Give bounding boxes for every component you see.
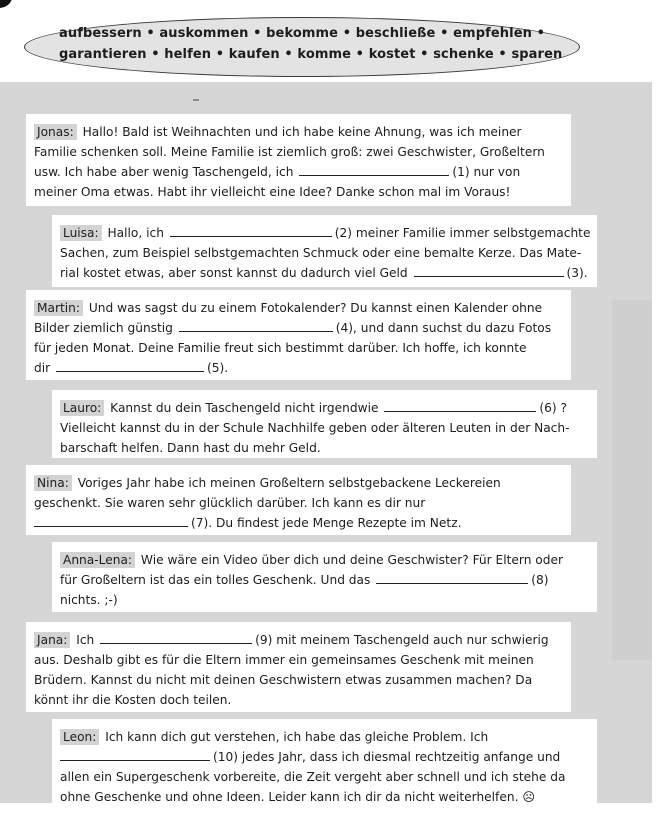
post-text: Familie schenken soll. Meine Familie ist ziemlich groß: zwei Geschwister, Großeltern [34,145,545,159]
post-text: (3). [566,266,588,280]
word-bank-line-1: aufbessern • auskommen • bekomme • beschließe • empfehlen • [59,26,545,41]
post-text: aus. Deshalb gibt es für die Eltern immer ein gemeinsames Geschenk mit meinen [34,653,534,667]
post-text: Brüdern. Kannst du nicht mit deinen Geschwistern etwas zusammen machen? Da [34,673,533,687]
answer-blank-5[interactable] [56,359,204,372]
post-text: Bilder ziemlich günstig [34,321,173,335]
post-text: meiner Oma etwas. Habt ihr vielleicht eine Idee? Danke schon mal im Voraus! [34,185,511,199]
post-text: rial kostet etwas, aber sonst kannst du dadurch viel Geld [60,266,408,280]
word-bank-line-2: garantieren • helfen • kaufen • komme • kostet • schenke • sparen [59,47,563,62]
answer-blank-10[interactable] [60,748,210,761]
post-text: ohne Geschenke und ohne Ideen. Leider kann ich dir da nicht weiterhelfen. ☹ [60,790,536,804]
author-name: Lauro: [60,400,104,416]
author-name: Martin: [34,300,83,316]
post-text: (10) jedes Jahr, dass ich diesmal rechtzeitig anfange und [213,750,561,764]
author-name: Jonas: [34,124,77,140]
word-bank [24,17,580,77]
answer-blank-7[interactable] [34,514,188,527]
post-luisa [52,215,597,287]
post-text: für Großeltern ist das ein tolles Geschenk. Und das [60,573,371,587]
post-text: (6) ? [539,401,567,415]
post-text: Sachen, zum Beispiel selbstgemachten Schmuck oder eine bemalte Kerze. Das Mate- [60,246,582,260]
post-text: Ich kann dich gut verstehen, ich habe das gleiche Problem. Ich [105,730,489,744]
answer-blank-3[interactable] [414,264,564,277]
author-name: Luisa: [60,225,102,241]
post-text: (1) nur von [452,165,521,179]
post-leon [52,719,597,809]
post-text: Hallo! Bald ist Weihnachten und ich habe keine Ahnung, was ich meiner [82,125,522,139]
answer-blank-4[interactable] [179,319,333,332]
post-text: geschenkt. Sie waren sehr glücklich darüber. Ich kann es dir nur [34,496,426,510]
author-name: Nina: [34,475,72,491]
post-text: barschaft helfen. Dann hast du mehr Geld. [60,441,321,455]
post-anna-lena [52,542,597,612]
post-text: Kannst du dein Taschengeld nicht irgendwie [110,401,379,415]
post-text: dir [34,361,51,375]
post-text: (5). [207,361,229,375]
answer-blank-9[interactable] [100,631,252,644]
author-name: Anna-Lena: [60,552,135,568]
post-text: usw. Ich habe aber wenig Taschengeld, ich [34,165,294,179]
answer-blank-1[interactable] [299,163,449,176]
post-text: für jeden Monat. Deine Familie freut sich bestimmt darüber. Ich hoffe, ich konnte [34,341,527,355]
author-name: Jana: [34,632,70,648]
post-text: Hallo, ich [107,226,164,240]
post-text: nichts. ;-) [60,593,118,607]
post-text: (8) [531,573,549,587]
post-text: Voriges Jahr habe ich meinen Großeltern selbstgebackene Leckereien [77,476,501,490]
corner-marker [0,0,12,8]
post-text: Vielleicht kannst du in der Schule Nachhilfe geben oder älteren Leuten in der Nach- [60,421,570,435]
post-text: (4), und dann suchst du dazu Fotos [335,321,552,335]
post-text: könnt ihr die Kosten doch teilen. [34,693,232,707]
post-lauro [52,390,597,458]
post-jana [26,622,571,712]
post-text: Ich [76,633,95,647]
post-text: allen ein Supergeschenk vorbereite, die Zeit vergeht aber schnell und ich stehe da [60,770,566,784]
author-name: Leon: [60,729,99,745]
post-text: (2) meiner Familie immer selbstgemachte [334,226,591,240]
panel-tick [193,99,199,101]
post-text: Und was sagst du zu einem Fotokalender? Du kannst einen Kalender ohne [88,301,543,315]
answer-blank-2[interactable] [170,224,332,237]
post-text: (7). Du findest jede Menge Rezepte im Netz. [191,516,462,530]
panel-shade [612,300,652,660]
post-text: (9) mit meinem Taschengeld auch nur schwierig [255,633,549,647]
post-text: Wie wäre ein Video über dich und deine Geschwister? Für Eltern oder [140,553,564,567]
answer-blank-6[interactable] [384,399,536,412]
post-martin [26,290,571,380]
answer-blank-8[interactable] [376,571,528,584]
post-jonas [26,114,571,206]
post-nina [26,465,571,535]
